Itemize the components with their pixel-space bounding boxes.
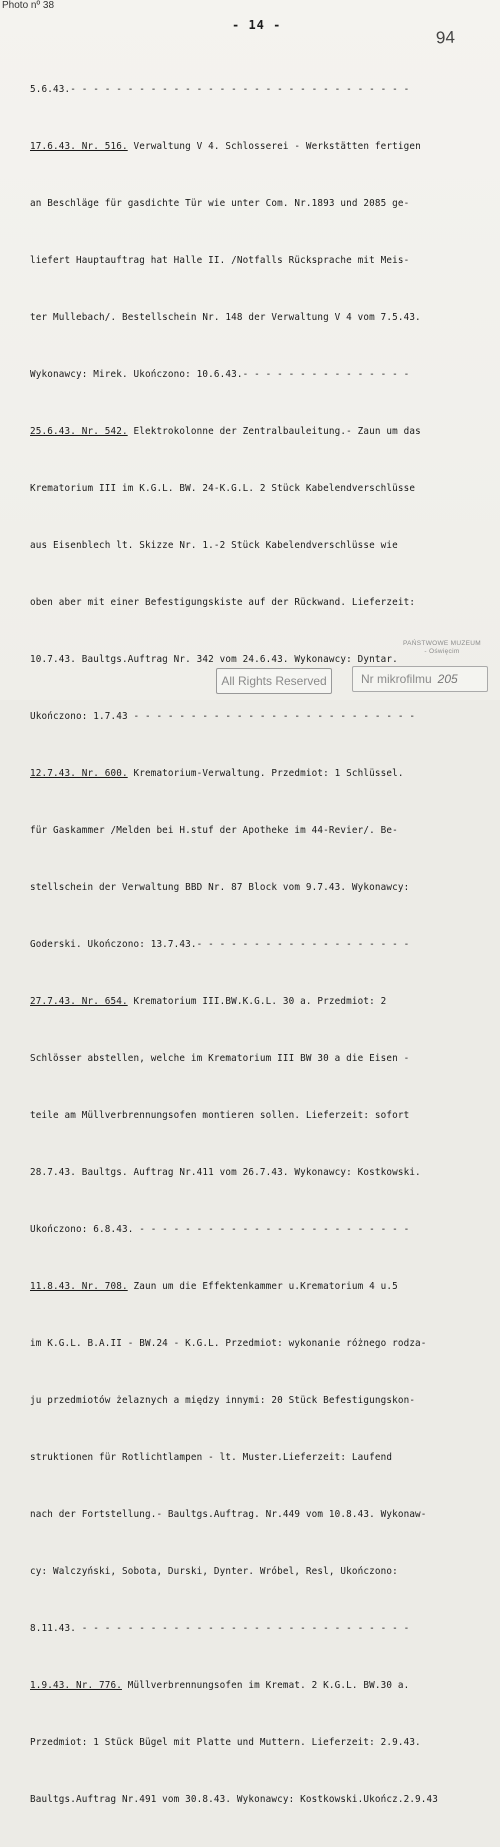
text-line: an Beschläge für gasdichte Tür wie unter Com. Nr.1893 und 2085 ge-: [30, 198, 410, 209]
text-line: teile am Müllverbrennungsofen montieren sollen. Lieferzeit: sofort: [30, 1110, 410, 1121]
text-line: 10.7.43. Baultgs.Auftrag Nr. 342 vom 24.6.43. Wykonawcy: Dyntar.: [30, 654, 398, 665]
museum-stamp-line: PAŃSTWOWE MUZEUM: [403, 640, 481, 647]
text-line: 27.7.43. Nr. 654. Krematorium III.BW.K.G.L. 30 a. Przedmiot: 2: [30, 996, 387, 1007]
microfilm-number: 205: [437, 672, 458, 686]
all-rights-reserved-stamp: All Rights Reserved: [216, 668, 332, 694]
entry-reference: 17.6.43. Nr. 516.: [30, 141, 128, 152]
entry-reference: 11.8.43. Nr. 708.: [30, 1281, 128, 1292]
text-line: liefert Hauptauftrag hat Halle II. /Notfalls Rücksprache mit Meis-: [30, 255, 410, 266]
text-line: Goderski. Ukończono: 13.7.43.- - - - - - - - - - - - - - - - - - -: [30, 939, 410, 950]
text-line: Ukończono: 6.8.43. - - - - - - - - - - - - - - - - - - - - - - - -: [30, 1224, 410, 1235]
museum-stamp-line: - Oświęcim: [424, 648, 460, 655]
text-line: 25.6.43. Nr. 542. Elektrokolonne der Zentralbauleitung.- Zaun um das: [30, 426, 421, 437]
text-line: ter Mullebach/. Bestellschein Nr. 148 der Verwaltung V 4 vom 7.5.43.: [30, 312, 421, 323]
entry-reference: 25.6.43. Nr. 542.: [30, 426, 128, 437]
museum-stamp: [394, 640, 490, 662]
text-line: 8.11.43. - - - - - - - - - - - - - - - - - - - - - - - - - - - - -: [30, 1623, 410, 1634]
text-line: stellschein der Verwaltung BBD Nr. 87 Block vom 9.7.43. Wykonawcy:: [30, 882, 410, 893]
text-line: 5.6.43.- - - - - - - - - - - - - - - - - - - - - - - - - - - - - -: [30, 84, 410, 95]
text-line: im K.G.L. B.A.II - BW.24 - K.G.L. Przedmiot: wykonanie różnego rodza-: [30, 1338, 427, 1349]
photo-label: Photo nº 38: [2, 0, 55, 11]
text-line: Przedmiot: 1 Stück Bügel mit Platte und Muttern. Lieferzeit: 2.9.43.: [30, 1737, 421, 1748]
text-line: Ukończono: 1.7.43 - - - - - - - - - - - - - - - - - - - - - - - - -: [30, 711, 416, 722]
text-line: Wykonawcy: Mirek. Ukończono: 10.6.43.- - - - - - - - - - - - - - -: [30, 369, 410, 380]
text-line: Baultgs.Auftrag Nr.491 vom 30.8.43. Wykonawcy: Kostkowski.Ukończ.2.9.43: [30, 1794, 439, 1805]
entry-reference: 27.7.43. Nr. 654.: [30, 996, 128, 1007]
microfilm-label: Nr mikrofilmu: [361, 672, 432, 686]
text-line: oben aber mit einer Befestigungskiste auf der Rückwand. Lieferzeit:: [30, 597, 416, 608]
text-line: struktionen für Rotlichtlampen - lt. Muster.Lieferzeit: Laufend: [30, 1452, 393, 1463]
text-line: für Gaskammer /Melden bei H.stuf der Apotheke im 44-Revier/. Be-: [30, 825, 398, 836]
microfilm-stamp: [352, 666, 488, 692]
entry-reference: 12.7.43. Nr. 600.: [30, 768, 128, 779]
text-line: 12.7.43. Nr. 600. Krematorium-Verwaltung. Przedmiot: 1 Schlüssel.: [30, 768, 404, 779]
text-line: nach der Fortstellung.- Baultgs.Auftrag. Nr.449 vom 10.8.43. Wykonaw-: [30, 1509, 427, 1520]
text-line: 11.8.43. Nr. 708. Zaun um die Effektenkammer u.Krematorium 4 u.5: [30, 1281, 398, 1292]
text-line: Krematorium III im K.G.L. BW. 24-K.G.L. 2 Stück Kabelendverschlüsse: [30, 483, 416, 494]
text-line: cy: Walczyński, Sobota, Durski, Dynter. Wróbel, Resl, Ukończono:: [30, 1566, 398, 1577]
text-line: 17.6.43. Nr. 516. Verwaltung V 4. Schlosserei - Werkstätten fertigen: [30, 141, 421, 152]
text-line: 1.9.43. Nr. 776. Müllverbrennungsofen im Kremat. 2 K.G.L. BW.30 a.: [30, 1680, 410, 1691]
text-line: ju przedmiotów żelaznych a między innymi: 20 Stück Befestigungskon-: [30, 1395, 416, 1406]
archive-number: 94: [435, 27, 456, 48]
page-number: - 14 -: [232, 18, 282, 32]
text-line: aus Eisenblech lt. Skizze Nr. 1.-2 Stück Kabelendverschlüsse wie: [30, 540, 398, 551]
text-line: 28.7.43. Baultgs. Auftrag Nr.411 vom 26.7.43. Wykonawcy: Kostkowski.: [30, 1167, 421, 1178]
typed-entries: [30, 42, 494, 1847]
entry-reference: 1.9.43. Nr. 776.: [30, 1680, 122, 1691]
text-line: Schlösser abstellen, welche im Krematorium III BW 30 a die Eisen -: [30, 1053, 410, 1064]
